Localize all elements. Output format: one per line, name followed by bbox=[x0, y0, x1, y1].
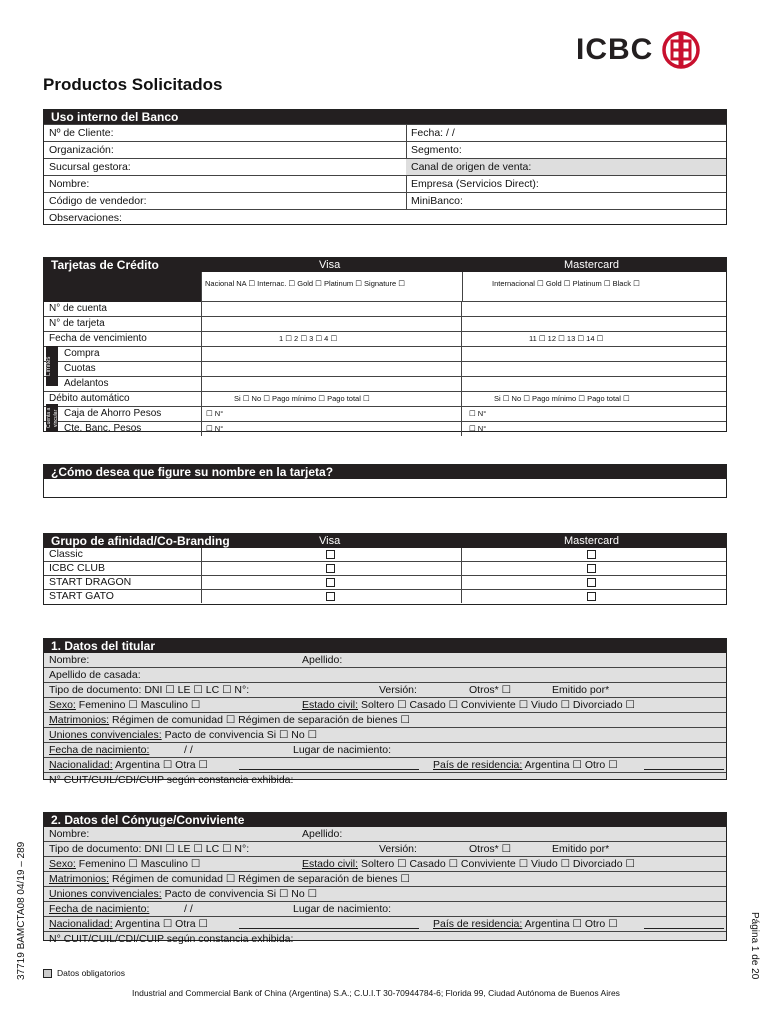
spouse-row bbox=[44, 886, 726, 901]
purchase-label: Compra bbox=[64, 348, 100, 359]
spouse-row bbox=[44, 841, 726, 856]
spouse-row bbox=[44, 916, 726, 931]
footer-text: Industrial and Commercial Bank of China (Argentina) S.A.; C.U.I.T 30-70944784-6; Florida 99, Ciudad Autónoma de Buenos Aires bbox=[132, 988, 620, 998]
bank-internal-section bbox=[43, 109, 727, 225]
holder-row bbox=[44, 667, 726, 682]
spouse-sex-options[interactable]: Femenino ☐ Masculino ☐ bbox=[78, 858, 201, 870]
holder-row bbox=[44, 742, 726, 757]
holder-surname-field[interactable]: Apellido: bbox=[302, 654, 343, 666]
affinity-row bbox=[44, 561, 726, 575]
affinity-row bbox=[44, 575, 726, 589]
organization-field[interactable]: Organización: bbox=[49, 144, 114, 156]
affinity-visa-checkbox[interactable] bbox=[326, 564, 335, 573]
marriage-label: Matrimonios: bbox=[49, 714, 110, 726]
client-number-field[interactable]: Nº de Cliente: bbox=[49, 127, 114, 139]
spouse-issued-by-field[interactable]: Emitido por* bbox=[552, 843, 610, 855]
holder-row bbox=[44, 697, 726, 712]
spouse-birth-date-field[interactable]: / / bbox=[184, 903, 193, 915]
holder-row bbox=[44, 712, 726, 727]
brand-name: ICBC bbox=[576, 33, 654, 66]
bank-row bbox=[44, 158, 726, 175]
holder-married-name-field[interactable]: Apellido de casada: bbox=[49, 669, 141, 681]
account-label: N° de cuenta bbox=[49, 303, 107, 314]
bank-row bbox=[44, 192, 726, 209]
spouse-civil-options[interactable]: Soltero ☐ Casado ☐ Conviviente ☐ Viudo ☐ Divorciado ☐ bbox=[360, 858, 635, 870]
spouse-civil-label: Estado civil: bbox=[302, 858, 359, 870]
affinity-title: Grupo de afinidad/Co-Branding bbox=[51, 534, 230, 548]
card-name-section bbox=[43, 464, 727, 498]
page-title: Productos Solicitados bbox=[43, 75, 223, 94]
holder-section bbox=[43, 638, 727, 786]
savings-label: Caja de Ahorro Pesos bbox=[64, 408, 162, 419]
doc-type-label: Tipo de documento: bbox=[49, 684, 142, 696]
bank-row bbox=[44, 141, 726, 158]
minibanco-field[interactable]: MiniBanco: bbox=[411, 195, 463, 207]
expiry-label: Fecha de vencimiento bbox=[49, 333, 147, 344]
issued-by-field[interactable]: Emitido por* bbox=[552, 684, 610, 696]
branch-field[interactable]: Sucursal gestora: bbox=[49, 161, 131, 173]
company-field[interactable]: Empresa (Servicios Direct): bbox=[411, 178, 539, 190]
spouse-birth-place-field[interactable]: Lugar de nacimiento: bbox=[293, 903, 392, 915]
installments-label: Cuotas bbox=[64, 363, 96, 374]
bank-row bbox=[44, 124, 726, 141]
version-field[interactable]: Versión: bbox=[379, 684, 417, 696]
holder-header: 1. Datos del titular bbox=[44, 639, 726, 653]
checking-account-row bbox=[44, 421, 726, 436]
mc-expiry-options[interactable]: 11 ☐ 12 ☐ 13 ☐ 14 ☐ bbox=[529, 334, 604, 343]
sex-label: Sexo: bbox=[49, 699, 76, 711]
spouse-sex-label: Sexo: bbox=[49, 858, 76, 870]
legend-text: Datos obligatorios bbox=[57, 968, 126, 978]
sex-options[interactable]: Femenino ☐ Masculino ☐ bbox=[78, 699, 201, 711]
civil-status-label: Estado civil: bbox=[302, 699, 359, 711]
segment-field[interactable]: Segmento: bbox=[411, 144, 462, 156]
union-label: Uniones convivenciales: bbox=[49, 729, 162, 741]
installments-limit-row bbox=[44, 361, 726, 376]
seller-code-field[interactable]: Código de vendedor: bbox=[49, 195, 147, 207]
affinity-mc-checkbox[interactable] bbox=[587, 578, 596, 587]
holder-row bbox=[44, 653, 726, 667]
bank-internal-header: Uso interno del Banco bbox=[44, 110, 726, 124]
residence-label: País de residencia: bbox=[433, 759, 523, 771]
advances-label: Adelantos bbox=[64, 378, 109, 389]
affinity-visa-checkbox[interactable] bbox=[326, 592, 335, 601]
affinity-section bbox=[43, 533, 727, 605]
spouse-row bbox=[44, 931, 726, 946]
sales-channel-field[interactable]: Canal de origen de venta: bbox=[406, 159, 726, 175]
required-legend bbox=[43, 968, 125, 978]
legend-swatch bbox=[43, 969, 52, 978]
card-number-row bbox=[44, 316, 726, 331]
account-row bbox=[44, 302, 726, 316]
linked-account-side-label: Cuenta a vincular bbox=[46, 404, 58, 432]
savings-account-row bbox=[44, 406, 726, 421]
nationality-label: Nacionalidad: bbox=[49, 759, 113, 771]
spouse-birth-label: Fecha de nacimiento: bbox=[49, 903, 150, 915]
bank-row bbox=[44, 209, 726, 226]
bank-row bbox=[44, 175, 726, 192]
holder-row bbox=[44, 727, 726, 742]
spouse-marriage-label: Matrimonios: bbox=[49, 873, 110, 885]
nationality-options[interactable]: Argentina ☐ Otra ☐ bbox=[114, 759, 208, 771]
affinity-visa-checkbox[interactable] bbox=[326, 550, 335, 559]
affinity-mc-checkbox[interactable] bbox=[587, 564, 596, 573]
visa-debit-options[interactable]: Si ☐ No ☐ Pago mínimo ☐ Pago total ☐ bbox=[234, 394, 370, 403]
auto-debit-label: Débito automático bbox=[49, 393, 130, 404]
residence-options[interactable]: Argentina ☐ Otro ☐ bbox=[524, 759, 618, 771]
doc-type-options[interactable]: DNI ☐ LE ☐ LC ☐ N°: bbox=[144, 684, 250, 696]
visa-checking-number[interactable]: ☐ N° bbox=[206, 424, 224, 433]
spouse-other-doc-option[interactable]: Otros* ☐ bbox=[469, 843, 512, 855]
expiry-row bbox=[44, 331, 726, 346]
credit-cards-section bbox=[43, 257, 727, 432]
affinity-mc-checkbox[interactable] bbox=[587, 592, 596, 601]
advances-limit-row bbox=[44, 376, 726, 391]
spouse-doc-type-label: Tipo de documento: bbox=[49, 843, 142, 855]
affinity-mc-label: Mastercard bbox=[564, 535, 620, 547]
credit-cards-title: Tarjetas de Crédito bbox=[51, 258, 159, 272]
birth-date-field[interactable]: / / bbox=[184, 744, 193, 756]
affinity-row bbox=[44, 548, 726, 561]
spouse-row bbox=[44, 901, 726, 916]
affinity-name: ICBC CLUB bbox=[49, 562, 106, 574]
spouse-row bbox=[44, 856, 726, 871]
visa-savings-number[interactable]: ☐ N° bbox=[206, 409, 224, 418]
purchase-limit-row bbox=[44, 346, 726, 361]
spouse-name-field[interactable]: Nombre: bbox=[49, 828, 90, 840]
spouse-section bbox=[43, 812, 727, 945]
affinity-visa-checkbox[interactable] bbox=[326, 578, 335, 587]
credit-cards-header bbox=[44, 258, 726, 272]
mc-type-options[interactable]: Internacional ☐ Gold ☐ Platinum ☐ Black ☐ bbox=[492, 279, 640, 288]
card-name-input[interactable] bbox=[44, 479, 726, 497]
mc-checking-number[interactable]: ☐ N° bbox=[469, 424, 487, 433]
affinity-row bbox=[44, 589, 726, 603]
spouse-cuit-field[interactable]: N° CUIT/CUIL/CDI/CUIP según constancia exhibida: bbox=[49, 933, 294, 945]
spouse-row bbox=[44, 827, 726, 841]
spouse-nationality-label: Nacionalidad: bbox=[49, 918, 113, 930]
visa-type-options[interactable]: Nacional NA ☐ Internac. ☐ Gold ☐ Platinum ☐ Signature ☐ bbox=[205, 279, 405, 288]
affinity-name: Classic bbox=[49, 548, 83, 560]
visa-label: Visa bbox=[319, 259, 341, 271]
visa-expiry-options[interactable]: 1 ☐ 2 ☐ 3 ☐ 4 ☐ bbox=[279, 334, 338, 343]
spouse-residence-label: País de residencia: bbox=[433, 918, 523, 930]
icbc-seal-icon bbox=[661, 30, 701, 70]
mc-debit-options[interactable]: Si ☐ No ☐ Pago mínimo ☐ Pago total ☐ bbox=[494, 394, 630, 403]
cuit-field[interactable]: N° CUIT/CUIL/CDI/CUIP según constancia exhibida: bbox=[49, 774, 294, 786]
holder-row bbox=[44, 682, 726, 697]
affinity-name: START DRAGON bbox=[49, 576, 132, 588]
spouse-doc-type-options[interactable]: DNI ☐ LE ☐ LC ☐ N°: bbox=[144, 843, 250, 855]
card-number-label: N° de tarjeta bbox=[49, 318, 105, 329]
name-field[interactable]: Nombre: bbox=[49, 178, 90, 190]
union-options[interactable]: Pacto de convivencia Si ☐ No ☐ bbox=[164, 729, 318, 741]
spouse-version-field[interactable]: Versión: bbox=[379, 843, 417, 855]
other-doc-option[interactable]: Otros* ☐ bbox=[469, 684, 512, 696]
affinity-visa-label: Visa bbox=[319, 535, 341, 547]
affinity-header bbox=[44, 534, 726, 548]
limits-side-label: Límites bbox=[46, 346, 58, 386]
holder-row bbox=[44, 772, 726, 787]
mc-savings-number[interactable]: ☐ N° bbox=[469, 409, 487, 418]
spouse-nationality-options[interactable]: Argentina ☐ Otra ☐ bbox=[114, 918, 208, 930]
spouse-union-options[interactable]: Pacto de convivencia Si ☐ No ☐ bbox=[164, 888, 318, 900]
form-code: 37719 BAMCTA08 04/19 – 289 bbox=[16, 841, 27, 980]
spouse-header: 2. Datos del Cónyuge/Conviviente bbox=[44, 813, 726, 827]
card-name-header: ¿Cómo desea que figure su nombre en la tarjeta? bbox=[44, 465, 726, 479]
spouse-residence-options[interactable]: Argentina ☐ Otro ☐ bbox=[524, 918, 618, 930]
marriage-options[interactable]: Régimen de comunidad ☐ Régimen de separación de bienes ☐ bbox=[112, 714, 410, 726]
birth-place-field[interactable]: Lugar de nacimiento: bbox=[293, 744, 392, 756]
holder-row bbox=[44, 757, 726, 772]
spouse-union-label: Uniones convivenciales: bbox=[49, 888, 162, 900]
holder-name-field[interactable]: Nombre: bbox=[49, 654, 90, 666]
spouse-surname-field[interactable]: Apellido: bbox=[302, 828, 343, 840]
icbc-logo bbox=[576, 30, 701, 70]
affinity-mc-checkbox[interactable] bbox=[587, 550, 596, 559]
auto-debit-row bbox=[44, 391, 726, 406]
spouse-marriage-options[interactable]: Régimen de comunidad ☐ Régimen de separación de bienes ☐ bbox=[112, 873, 410, 885]
civil-status-options[interactable]: Soltero ☐ Casado ☐ Conviviente ☐ Viudo ☐ Divorciado ☐ bbox=[360, 699, 635, 711]
spouse-row bbox=[44, 871, 726, 886]
checking-label: Cte. Banc. Pesos bbox=[64, 423, 142, 434]
affinity-name: START GATO bbox=[49, 590, 114, 602]
mastercard-label: Mastercard bbox=[564, 259, 620, 271]
observations-field[interactable]: Observaciones: bbox=[49, 212, 122, 224]
page-number: Página 1 de 20 bbox=[749, 912, 760, 980]
date-field[interactable]: Fecha: / / bbox=[411, 127, 455, 139]
birth-date-label: Fecha de nacimiento: bbox=[49, 744, 150, 756]
